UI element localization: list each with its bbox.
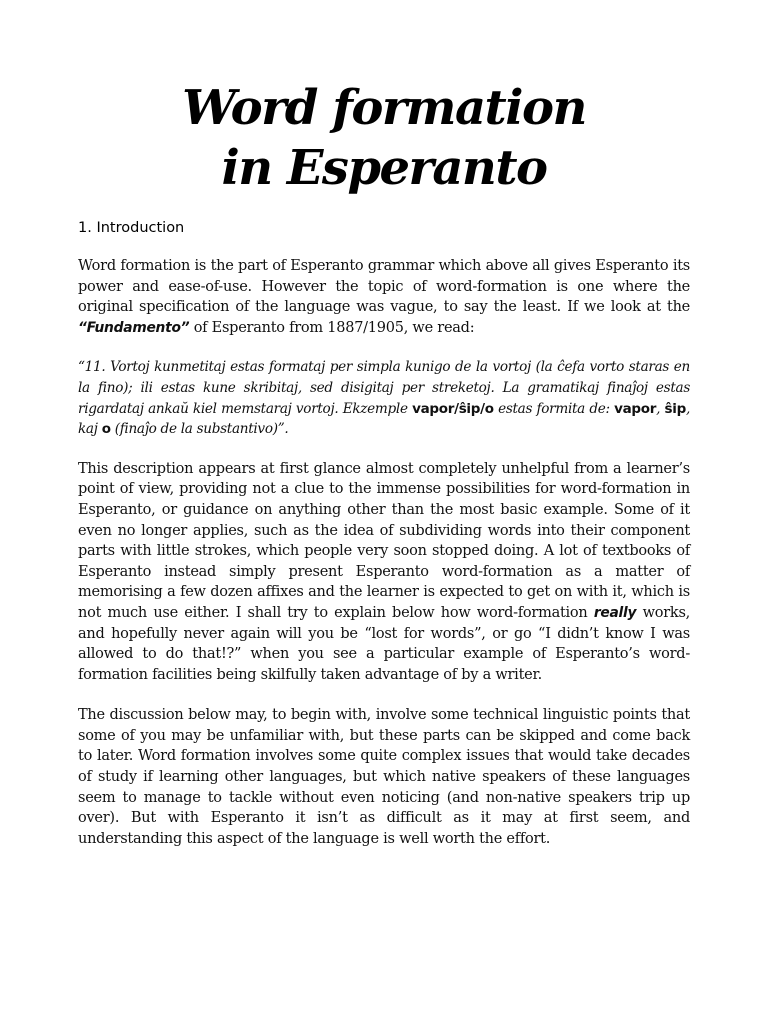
- quote-part-2: estas formita de:: [493, 400, 615, 417]
- title-line-1: Word formation: [182, 80, 586, 136]
- discussion-paragraph: The discussion below may, to begin with, involve some technical linguistic points that some of you may be unfamiliar with, but these parts can be skipped and come back to later. Word formation involves some quite complex issues that would take decades of study if learning other languages, but which native speakers of these languages seem to manage to tackle without even noticing (and non-native speakers trip up over). But with Esperanto it isn’t as difficult as it may at first seem, and understanding this aspect of the language is well worth the effort.: [78, 707, 690, 847]
- quote-part-3: (finaĵo de la substantivo)”.: [110, 421, 289, 438]
- title-line-2: in Esperanto: [221, 140, 547, 196]
- description-paragraph: [78, 459, 690, 686]
- quote-part-1: “11. Vortoj kunmetitaj estas formataj per simpla kunigo de la vortoj (la ĉefa vorto staras en la fino); ili estas kune skribitaj, sed disigitaj per streketoj. La gramatikaj finaĵoj estas rigardataj ankaŭ kiel memstaraj vortoj. Ekzemple: [78, 359, 690, 417]
- quote-word-2: ŝip: [664, 400, 686, 417]
- quote-word-3: o: [101, 421, 111, 438]
- quote-example: vapor/ŝip/o: [412, 400, 494, 417]
- fundamento-term: “Fundamento”: [78, 319, 190, 336]
- quote-separator-1: ,: [656, 400, 665, 417]
- intro-text-after: of Esperanto from 1887/1905, we read:: [189, 319, 475, 336]
- intro-text-before: Word formation is the part of Esperanto grammar which above all gives Esperanto its power and ease-of-use. However the topic of word-formation is one where the original specification of the language was vague, to say the least. If we look at the: [78, 258, 690, 316]
- para2-text-after: works, and hopefully never again will you be “lost for words”, or go “I didn’t know I was allowed to do that!?” when you see a particular example of Esperanto’s word-formation facilities being skilfully taken advantage of by a writer.: [78, 604, 690, 683]
- para2-text-before: This description appears at first glance almost completely unhelpful from a learner’s point of view, providing not a clue to the immense possibilities for word-formation in Esperanto, or guidance on anything other than the most basic example. Some of it even no longer applies, such as the idea of subdividing words into their component parts with little strokes, which people very soon stopped doing. A lot of textbooks of Esperanto instead simply present Esperanto word-formation as a matter of memorising a few dozen affixes and the learner is expected to get on with it, which is not much use either. I shall try to explain below how word-formation: [78, 460, 690, 621]
- document-title: [78, 78, 690, 198]
- quote-separator-2: , kaj: [78, 400, 690, 438]
- section-heading: 1. Introduction: [78, 220, 185, 236]
- intro-paragraph: [78, 256, 690, 338]
- quote-word-1: vapor: [614, 400, 657, 417]
- really-emphasis: really: [593, 604, 637, 621]
- document-page: [78, 78, 690, 849]
- fundamento-quote: [78, 357, 690, 439]
